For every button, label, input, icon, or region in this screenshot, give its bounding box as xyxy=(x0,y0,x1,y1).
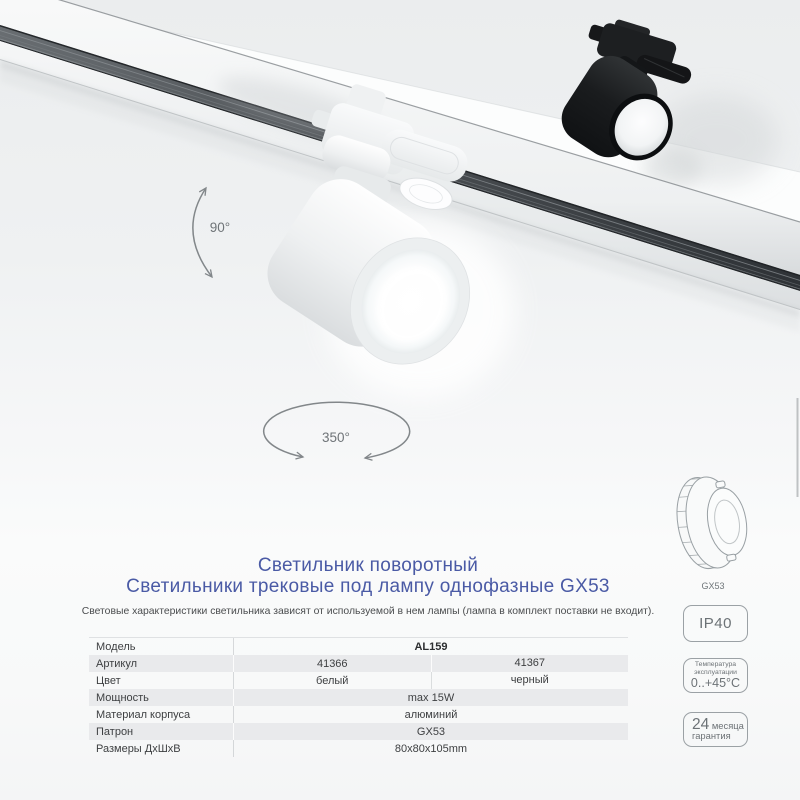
spec-label: Артикул xyxy=(96,657,138,670)
spec-label: Модель xyxy=(96,640,136,653)
spec-row-power xyxy=(89,689,628,706)
ip-rating-badge xyxy=(683,605,748,642)
spec-row-dimensions xyxy=(89,740,628,757)
rotation-angle-label: 350° xyxy=(322,430,350,445)
gx53-lamp-drawing xyxy=(675,473,751,571)
ip-rating-value: IP40 xyxy=(699,615,732,632)
warranty-value: 24 xyxy=(692,715,710,733)
warranty-word: гарантия xyxy=(692,729,731,741)
page-title xyxy=(0,555,736,597)
warranty-badge xyxy=(683,712,748,747)
gx53-drawing-label: GX53 xyxy=(701,581,725,591)
title-line-2: Светильники трековые под лампу однофазные GX53 xyxy=(126,576,610,597)
lamp-note: Световые характеристики светильника зависят от используемой в нем лампы (лампа в комплект поставки не входит). xyxy=(81,606,655,617)
spec-row-color xyxy=(89,672,628,689)
spec-value: max 15W xyxy=(407,691,455,704)
tilt-angle-label: 90° xyxy=(209,220,231,235)
temperature-value: 0..+45°C xyxy=(690,675,741,690)
spec-label: Материал корпуса xyxy=(96,708,191,721)
spec-label: Цвет xyxy=(96,674,121,687)
spec-value: 41366 xyxy=(316,657,348,670)
spec-row-material xyxy=(89,706,628,723)
spec-label: Мощность xyxy=(96,691,149,704)
spec-value: GX53 xyxy=(416,725,446,738)
title-line-1: Светильник поворотный xyxy=(257,555,479,576)
temperature-label-1: Температура xyxy=(694,661,737,669)
spec-value: 80x80x105mm xyxy=(394,742,468,755)
warranty-unit: месяца xyxy=(711,719,744,731)
spec-row-model xyxy=(89,638,628,655)
temperature-label-2: эксплуатации xyxy=(694,668,737,676)
temperature-badge xyxy=(683,658,748,693)
spec-label: Размеры ДхШхВ xyxy=(96,742,181,755)
spec-row-article xyxy=(89,655,628,672)
spec-value: белый xyxy=(316,674,349,687)
warranty-line-1 xyxy=(692,715,744,733)
spec-value: 41367 xyxy=(431,655,629,672)
spec-value: алюминий xyxy=(404,708,458,721)
spec-row-socket xyxy=(89,723,628,740)
spec-value: AL159 xyxy=(414,640,448,653)
spec-value: черный xyxy=(431,672,629,689)
spec-table xyxy=(89,637,628,757)
spec-label: Патрон xyxy=(96,725,134,738)
